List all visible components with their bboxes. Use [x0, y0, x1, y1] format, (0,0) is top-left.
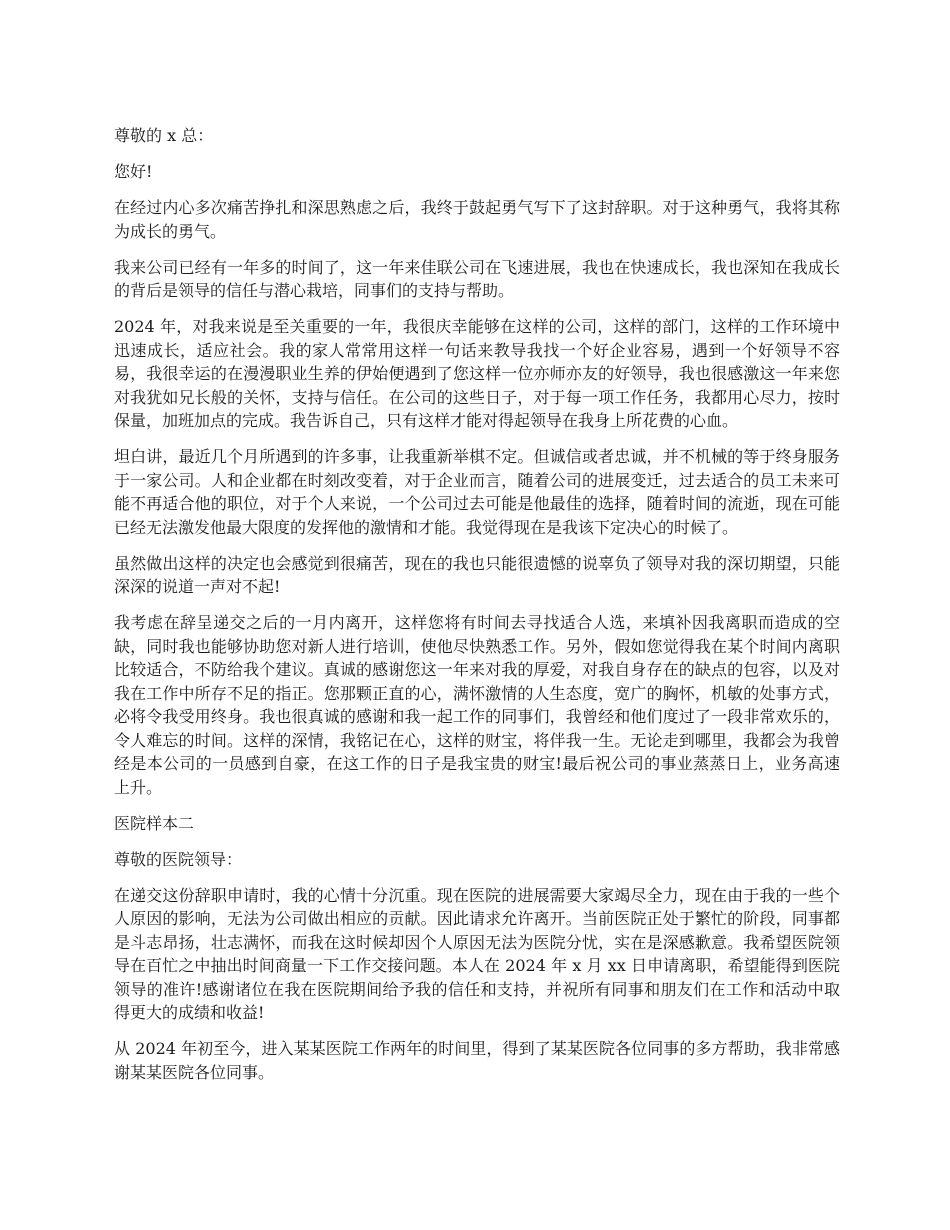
- paragraph-year-review: 2024 年，对我来说是至关重要的一年，我很庆幸能够在这样的公司，这样的部门，这样的工作环境中迅速成长，适应社会。我的家人常常用这样一句话来教导我找一个好企业容易，遇到一个好领导不容易，我很幸运的在漫漫职业生养的伊始便遇到了您这样一位亦师亦友的好领导，我也很感激这一年来您对我犹如兄长般的关怀，支持与信任。在公司的这些日子，对于每一项工作任务，我都用心尽力，按时保量，加班加点的完成。我告诉自己，只有这样才能对得起领导在我身上所花费的心血。: [114, 317, 840, 430]
- paragraph-reason: 坦白讲，最近几个月所遇到的许多事，让我重新举棋不定。但诚信或者忠诚，并不机械的等于终身服务于一家公司。人和企业都在时刻改变着，对于企业而言，随着公司的进展变迁，过去适合的员工未来可能不再适合他的职位，对于个人来说，一个公司过去可能是他最佳的选择，随着时间的流逝，现在可能已经无法激发他最大限度的发挥他的激情和才能。我觉得现在是我该下定决心的时候了。: [114, 447, 840, 537]
- greeting: 您好!: [114, 162, 153, 181]
- section-heading: 医院样本二: [114, 813, 195, 833]
- document-body: [114, 124, 840, 1097]
- paragraph-intro: 在经过内心多次痛苦挣扎和深思熟虑之后，我终于鼓起勇气写下了这封辞职。对于这种勇气，我将其称为成长的勇气。: [114, 198, 840, 241]
- paragraph-tenure: 我来公司已经有一年多的时间了，这一年来佳联公司在飞速进展，我也在快速成长，我也深知在我成长的背后是领导的信任与潜心栽培，同事们的支持与帮助。: [114, 257, 840, 300]
- salutation: 尊敬的 x 总：: [114, 126, 214, 145]
- paragraph-handover: 我考虑在辞呈递交之后的一月内离开，这样您将有时间去寻找适合人选，来填补因我离职而造成的空缺，同时我也能够协助您对新人进行培训，使他尽快熟悉工作。另外，假如您觉得我在某个时间内离职比较适合，不防给我个建议。真诚的感谢您这一年来对我的厚爱，对我自身存在的缺点的包容，以及对我在工作中所存不足的指正。您那颗正直的心，满怀激情的人生态度，宽广的胸怀，机敏的处事方式，必将令我受用终身。我也很真诚的感谢和我一起工作的同事们，我曾经和他们度过了一段非常欢乐的，令人难忘的时间。这样的深情，我铭记在心，这样的财宝，将伴我一生。无论走到哪里，我都会为我曾经是本公司的一员感到自豪，在这工作的日子是我宝贵的财宝!最后祝公司的事业蒸蒸日上，业务高速上升。: [114, 613, 840, 797]
- hospital-salutation: 尊敬的医院领导：: [114, 849, 243, 869]
- paragraph-hospital-resignation: 在递交这份辞职申请时，我的心情十分沉重。现在医院的进展需要大家竭尽全力，现在由于我的一些个人原因的影响，无法为公司做出相应的贡献。因此请求允许离开。当前医院正处于繁忙的阶段，同事都是斗志昂扬，壮志满怀，而我在这时候却因个人原因无法为医院分忧，实在是深感歉意。我希望医院领导在百忙之中抽出时间商量一下工作交接问题。本人在 2024 年 x 月 xx 日申请离职，希望能得到医院领导的准许!感谢诸位在我在医院期间给予我的信任和支持，并祝所有同事和朋友们在工作和活动中取得更大的成绩和收益!: [114, 885, 840, 1022]
- paragraph-hospital-thanks: 从 2024 年初至今，进入某某医院工作两年的时间里，得到了某某医院各位同事的多方帮助，我非常感谢某某医院各位同事。: [114, 1039, 840, 1082]
- paragraph-apology: 虽然做出这样的决定也会感觉到很痛苦，现在的我也只能很遗憾的说辜负了领导对我的深切期望，只能深深的说道一声对不起!: [114, 553, 840, 596]
